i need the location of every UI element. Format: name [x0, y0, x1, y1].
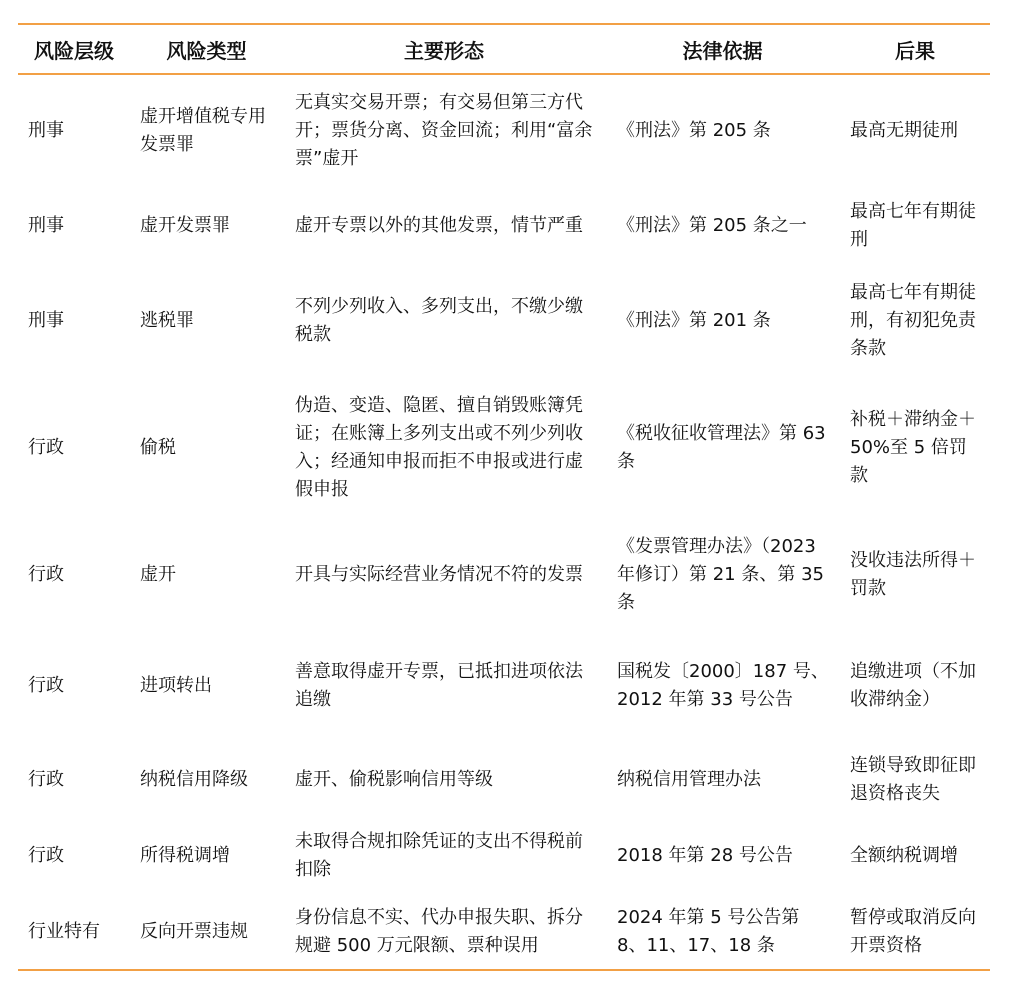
risk-table-container: [18, 23, 990, 971]
cell-main-form: 无真实交易开票；有交易但第三方代开；票货分离、资金回流；利用“富余票”虚开: [295, 91, 593, 169]
table-row: [18, 894, 990, 970]
cell-main-form: 开具与实际经营业务情况不符的发票: [295, 564, 583, 585]
cell-risk-level: 刑事: [28, 119, 64, 141]
header-consequence: 后果: [895, 38, 935, 63]
cell-legal-basis: 纳税信用管理办法: [617, 769, 761, 790]
header-row: [18, 24, 990, 74]
cell-main-form: 善意取得虚开专票，已抵扣进项依法追缴: [295, 661, 583, 710]
cell-risk-type: 反向开票违规: [140, 920, 248, 942]
cell-main-form: 虚开专票以外的其他发票，情节严重: [295, 215, 583, 236]
table-body: [18, 74, 990, 970]
table-row: [18, 186, 990, 266]
cell-risk-level: 行政: [28, 675, 64, 696]
header-risk-type: 风险类型: [166, 38, 247, 63]
cell-consequence: 连锁导致即征即退资格丧失: [850, 755, 976, 804]
cell-risk-level: 行政: [28, 437, 64, 458]
cell-risk-level: 行政: [28, 845, 64, 866]
cell-consequence: 最高七年有期徒刑，有初犯免责条款: [850, 282, 976, 359]
cell-consequence: 最高无期徒刑: [850, 119, 958, 141]
table-row: [18, 520, 990, 630]
table-row: [18, 376, 990, 520]
cell-risk-type: 所得税调增: [140, 845, 230, 866]
cell-legal-basis: 《刑法》第 201 条: [617, 310, 771, 331]
cell-consequence: 没收违法所得＋罚款: [850, 550, 976, 599]
cell-consequence: 追缴进项（不加收滞纳金）: [850, 661, 976, 710]
cell-risk-type: 进项转出: [140, 675, 212, 696]
cell-legal-basis: 《刑法》第 205 条: [617, 119, 771, 141]
cell-risk-type: 虚开增值税专用发票罪: [140, 105, 266, 155]
cell-main-form: 伪造、变造、隐匿、擅自销毁账簿凭证；在账簿上多列支出或不列少列收入；经通知申报而拒不申报或进行虚假申报: [295, 395, 583, 500]
header-main-form: 主要形态: [404, 38, 484, 63]
cell-risk-level: 行政: [28, 564, 64, 585]
cell-risk-type: 偷税: [140, 437, 176, 458]
cell-legal-basis: 2018 年第 28 号公告: [617, 845, 793, 866]
cell-consequence: 补税＋滞纳金＋50%至 5 倍罚款: [850, 409, 976, 486]
risk-table: [18, 23, 990, 971]
table-row: [18, 630, 990, 742]
cell-risk-type: 逃税罪: [140, 310, 194, 331]
cell-main-form: 身份信息不实、代办申报失职、拆分规避 500 万元限额、票种误用: [295, 906, 583, 956]
table-header: [18, 24, 990, 74]
header-legal-basis: 法律依据: [682, 38, 763, 63]
cell-legal-basis: 《刑法》第 205 条之一: [617, 215, 807, 236]
cell-consequence: 全额纳税调增: [850, 845, 958, 866]
cell-risk-level: 刑事: [28, 310, 64, 331]
table-row: [18, 266, 990, 376]
cell-risk-level: 行政: [28, 769, 64, 790]
table-row: [18, 818, 990, 894]
cell-legal-basis: 《发票管理办法》（2023 年修订）第 21 条、第 35 条: [617, 536, 824, 613]
cell-legal-basis: 《税收征收管理法》第 63 条: [617, 423, 826, 472]
cell-risk-level: 行业特有: [28, 920, 100, 942]
cell-risk-level: 刑事: [28, 215, 64, 236]
cell-legal-basis: 2024 年第 5 号公告第 8、11、17、18 条: [617, 906, 800, 956]
table-row: [18, 74, 990, 186]
cell-main-form: 虚开、偷税影响信用等级: [295, 769, 493, 790]
cell-risk-type: 虚开: [140, 564, 176, 585]
cell-risk-type: 虚开发票罪: [140, 215, 230, 236]
cell-main-form: 不列少列收入、多列支出，不缴少缴税款: [295, 296, 583, 345]
cell-main-form: 未取得合规扣除凭证的支出不得税前扣除: [295, 831, 583, 880]
cell-risk-type: 纳税信用降级: [140, 769, 248, 790]
cell-consequence: 暂停或取消反向开票资格: [850, 906, 976, 956]
table-row: [18, 742, 990, 818]
cell-legal-basis: 国税发〔2000〕187 号、2012 年第 33 号公告: [617, 661, 829, 710]
cell-consequence: 最高七年有期徒刑: [850, 201, 976, 250]
header-risk-level: 风险层级: [34, 38, 114, 63]
